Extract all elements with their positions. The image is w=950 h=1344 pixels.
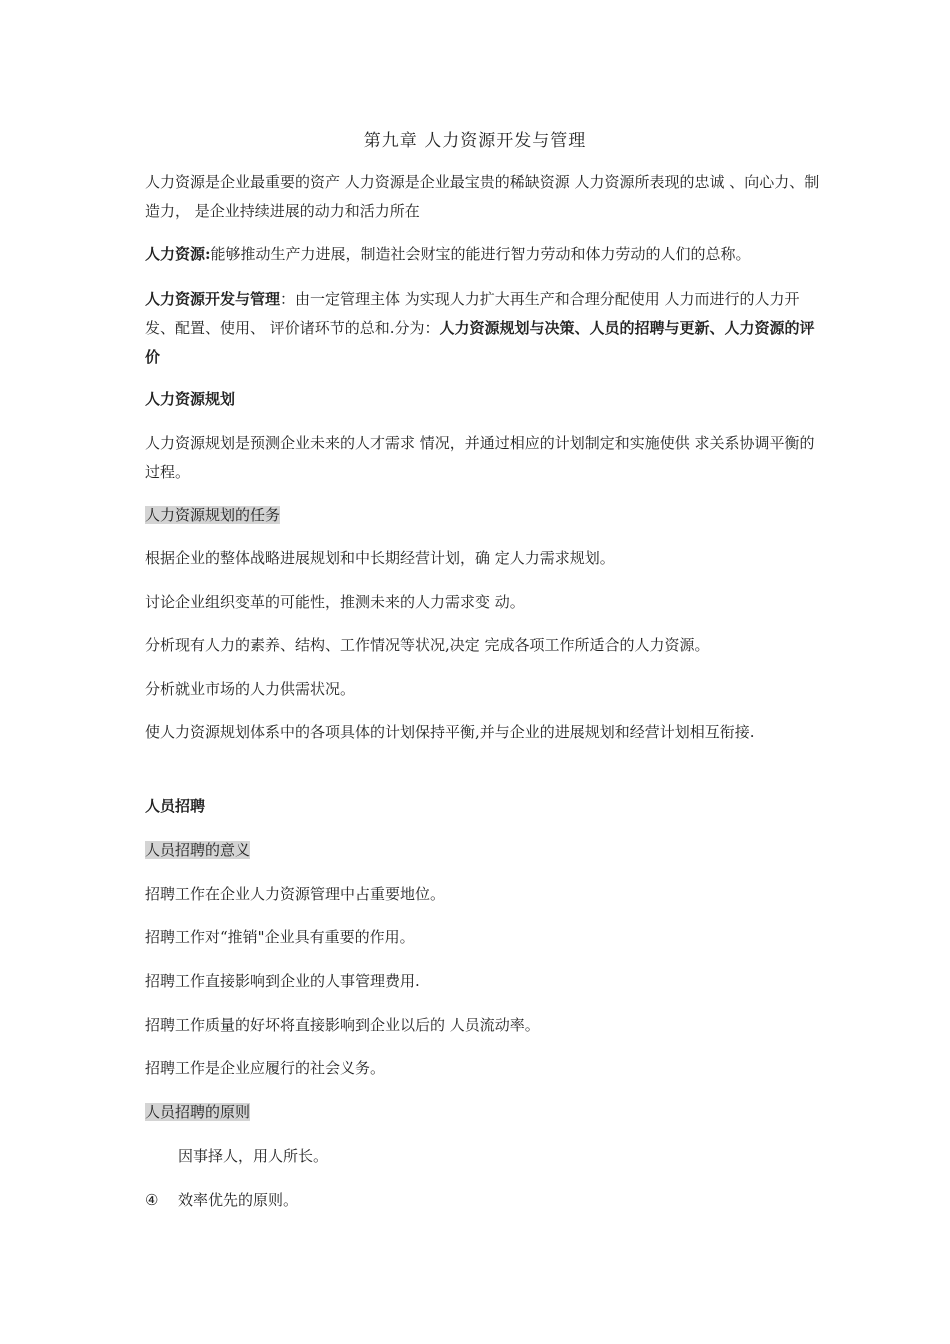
list-item: 招聘工作直接影响到企业的人事管理费用.: [145, 972, 420, 990]
definition-text: ：由一定管理主体 为实现人力扩大再生产和合理分配使用 人力而进行的人力开发、配置、使用、 评价诸环节的总和.分为：: [145, 290, 800, 337]
list-item: 招聘工作对“推销"企业具有重要的作用。: [145, 928, 415, 946]
list-item: 根据企业的整体战略进展规划和中长期经营计划，确 定人力需求规划。: [145, 549, 615, 567]
definition-term: 人力资源:: [145, 245, 211, 263]
list-item: 使人力资源规划体系中的各项具体的计划保持平衡,并与企业的进展规划和经营计划相互衔接.: [145, 723, 755, 741]
subheading-planning-tasks: 人力资源规划的任务: [145, 506, 281, 524]
definition-hr-development: [145, 285, 820, 372]
heading-recruitment: 人员招聘: [145, 797, 206, 815]
definition-human-resources: [145, 240, 820, 269]
list-item: 分析就业市场的人力供需状况。: [145, 680, 356, 698]
list-item-text: 效率优先的原则。: [178, 1191, 299, 1209]
list-item: [145, 1186, 820, 1215]
list-item: 招聘工作是企业应履行的社会义务。: [145, 1059, 386, 1077]
intro-paragraph: 人力资源是企业最重要的资产 人力资源是企业最宝贵的稀缺资源 人力资源所表现的忠诚 、向心力、制造力， 是企业持续进展的动力和活力所在: [145, 173, 820, 220]
planning-paragraph: 人力资源规划是预测企业未来的人才需求 情况，并通过相应的计划制定和实施使供 求关系协调平衡的过程。: [145, 434, 815, 481]
list-item: 招聘工作质量的好坏将直接影响到企业以后的 人员流动率。: [145, 1016, 540, 1034]
definition-term: 人力资源开发与管理: [145, 290, 281, 308]
chapter-title: 第九章 人力资源开发与管理: [363, 131, 587, 151]
list-bullet: ④: [145, 1191, 159, 1209]
heading-planning: 人力资源规划: [145, 390, 236, 408]
list-item: 招聘工作在企业人力资源管理中占重要地位。: [145, 885, 446, 903]
subheading-recruitment-principles: 人员招聘的原则: [145, 1103, 251, 1121]
list-item: 讨论企业组织变革的可能性，推测未来的人力需求变 动。: [145, 593, 525, 611]
list-item: 因事择人，用人所长。: [178, 1147, 329, 1165]
subheading-recruitment-meaning: 人员招聘的意义: [145, 841, 251, 859]
definition-categories: 人力资源规划与决策、人员的招聘与更新、人力资源的评价: [145, 319, 815, 366]
list-item: 分析现有人力的素养、结构、工作情况等状况,决定 完成各项工作所适合的人力资源。: [145, 636, 710, 654]
definition-text: 能够推动生产力进展，制造社会财宝的能进行智力劳动和体力劳动的人们的总称。: [210, 245, 751, 263]
